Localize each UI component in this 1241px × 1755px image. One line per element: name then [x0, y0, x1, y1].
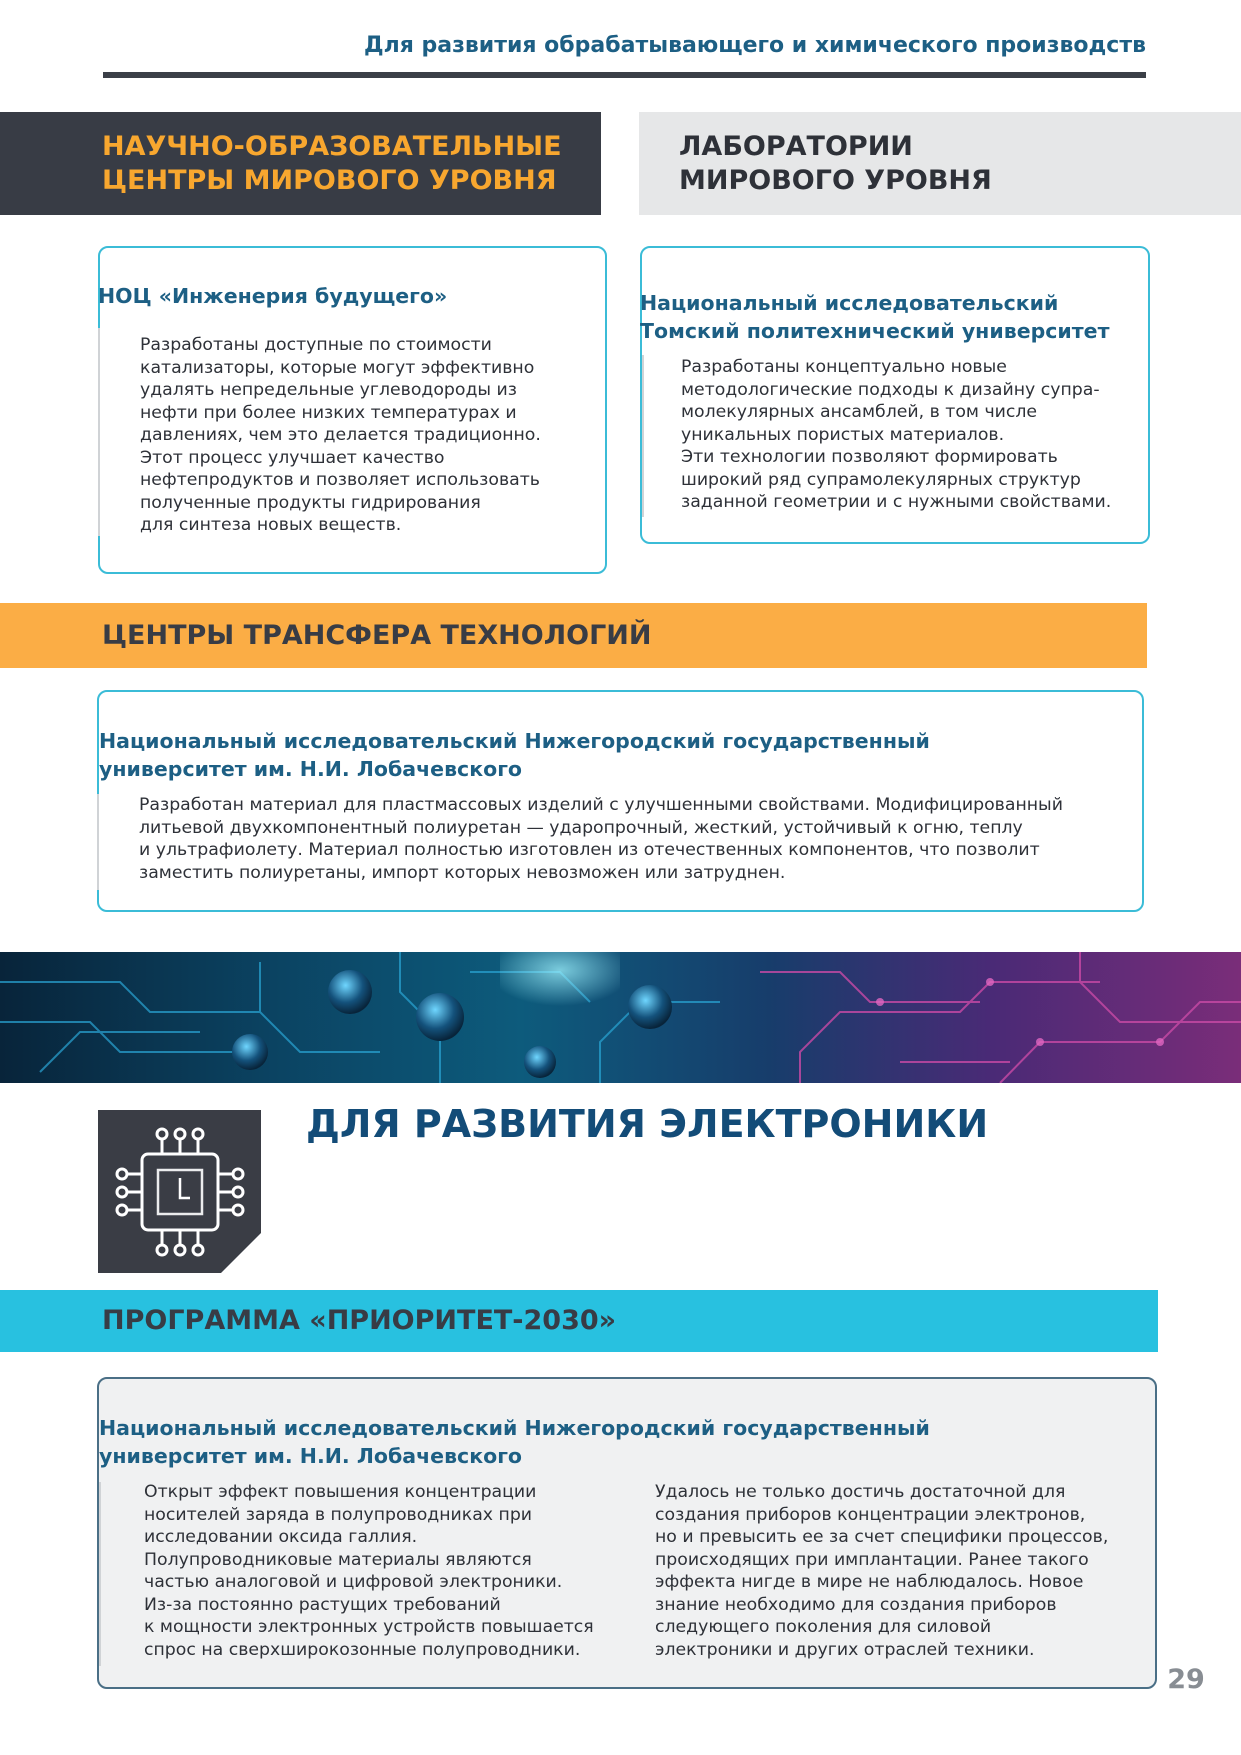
text-line: Разработаны концептуально новые [681, 357, 1007, 377]
noc-title-line1: НАУЧНО-ОБРАЗОВАТЕЛЬНЫЕ [102, 130, 562, 162]
text-line: электроники и других отраслей техники. [655, 1639, 1035, 1660]
text-line: нефтепродуктов и позволяет использовать [140, 470, 540, 490]
org-line: Томский политехнический университет [640, 319, 1110, 343]
text-line: носителей заряда в полупроводниках при [144, 1504, 533, 1525]
text-line: исследовании оксида галлия. [144, 1527, 418, 1547]
circuit-board-banner [0, 952, 1241, 1083]
noc-card-org: НОЦ «Инженерия будущего» [98, 284, 448, 308]
page-number: 29 [1167, 1664, 1205, 1695]
transfer-card-divider [97, 794, 99, 890]
text-line: Этот процесс улучшает качество [140, 447, 445, 468]
transfer-section-band [0, 603, 1147, 668]
labs-card-divider [642, 355, 644, 517]
text-line: методологические подходы к дизайну супра- [681, 379, 1100, 400]
org-line: Национальный исследовательский Нижегородский государственный [99, 729, 930, 753]
text-line: и ультрафиолету. Материал полностью изготовлен из отечественных компонентов, что позволит [139, 840, 1040, 860]
text-line: молекулярных ансамблей, в том числе [681, 402, 1038, 422]
org-line: Национальный исследовательский [640, 291, 1059, 315]
priority-card-divider [99, 1482, 101, 1666]
text-line: Эти технологии позволяют формировать [681, 447, 1058, 467]
text-line: для синтеза новых веществ. [140, 515, 402, 535]
text-line: катализаторы, которые могут эффективно [140, 357, 535, 378]
text-line: Полупроводниковые материалы являются [144, 1549, 532, 1570]
noc-card-divider [98, 328, 100, 536]
text-line: полученные продукты гидрирования [140, 492, 481, 513]
running-header: Для развития обрабатывающего и химического производств [364, 33, 1146, 58]
priority-card-left-text [144, 1481, 594, 1661]
electronics-section-icon-box [98, 1110, 261, 1273]
circuit-board-illustration [0, 952, 1241, 1083]
noc-section-band [0, 112, 601, 215]
text-line: происходящих при имплантации. Ранее такого [655, 1549, 1089, 1570]
labs-card-text [681, 356, 1111, 514]
text-line: знание необходимо для создания приборов [655, 1594, 1057, 1615]
text-line: эффекта нигде в мире не наблюдалось. Новое [655, 1572, 1084, 1592]
priority-card-org [99, 1414, 930, 1470]
transfer-card-text [139, 794, 1063, 884]
noc-section-title [102, 130, 562, 198]
labs-section-band [639, 112, 1241, 215]
text-line: частью аналоговой и цифровой электроники. [144, 1572, 563, 1592]
org-line: университет им. Н.И. Лобачевского [99, 757, 522, 781]
labs-title-line1: ЛАБОРАТОРИИ [679, 130, 913, 162]
text-line: уникальных пористых материалов. [681, 424, 1005, 445]
text-line: спрос на сверхширокозонные полупроводники. [144, 1639, 581, 1660]
text-line: Разработаны доступные по стоимости [140, 335, 492, 355]
labs-title-line2: МИРОВОГО УРОВНЯ [679, 164, 992, 196]
noc-card-text [140, 334, 541, 537]
text-line: создания приборов концентрации электронов, [655, 1504, 1086, 1525]
text-line: но и превысить ее за счет специфики процессов, [655, 1527, 1109, 1547]
transfer-section-title: ЦЕНТРЫ ТРАНСФЕРА ТЕХНОЛОГИЙ [102, 619, 652, 651]
text-line: широкий ряд супрамолекулярных структур [681, 469, 1081, 490]
text-line: заданной геометрии и с нужными свойствами. [681, 492, 1112, 512]
header-rule [103, 72, 1146, 78]
org-line: университет им. Н.И. Лобачевского [99, 1444, 522, 1468]
org-line: Национальный исследовательский Нижегородский государственный [99, 1416, 930, 1440]
transfer-card-org [99, 727, 930, 783]
text-line: к мощности электронных устройств повышается [144, 1617, 594, 1637]
text-line: Разработан материал для пластмассовых изделий с улучшенными свойствами. Модифицированный [139, 795, 1063, 815]
noc-title-line2: ЦЕНТРЫ МИРОВОГО УРОВНЯ [102, 164, 557, 196]
labs-section-title [679, 130, 992, 198]
priority-section-band [0, 1290, 1158, 1352]
microchip-icon [98, 1110, 261, 1273]
labs-card-org [640, 289, 1109, 345]
text-line: нефти при более низких температурах и [140, 402, 517, 423]
text-line: Открыт эффект повышения концентрации [144, 1482, 537, 1502]
text-line: литьевой двухкомпонентный полиуретан — ударопрочный, жесткий, устойчивый к огню, теплу [139, 817, 1023, 838]
text-line: Из-за постоянно растущих требований [144, 1594, 501, 1615]
priority-card-right-text [655, 1481, 1108, 1661]
text-line: удалять непредельные углеводороды из [140, 380, 517, 400]
text-line: заместить полиуретаны, импорт которых невозможен или затруднен. [139, 862, 786, 883]
text-line: давлениях, чем это делается традиционно. [140, 425, 541, 445]
electronics-section-title: ДЛЯ РАЗВИТИЯ ЭЛЕКТРОНИКИ [306, 1102, 989, 1146]
text-line: следующего поколения для силовой [655, 1617, 992, 1637]
text-line: Удалось не только достичь достаточной для [655, 1482, 1066, 1502]
priority-section-title: ПРОГРАММА «ПРИОРИТЕТ-2030» [102, 1305, 617, 1336]
